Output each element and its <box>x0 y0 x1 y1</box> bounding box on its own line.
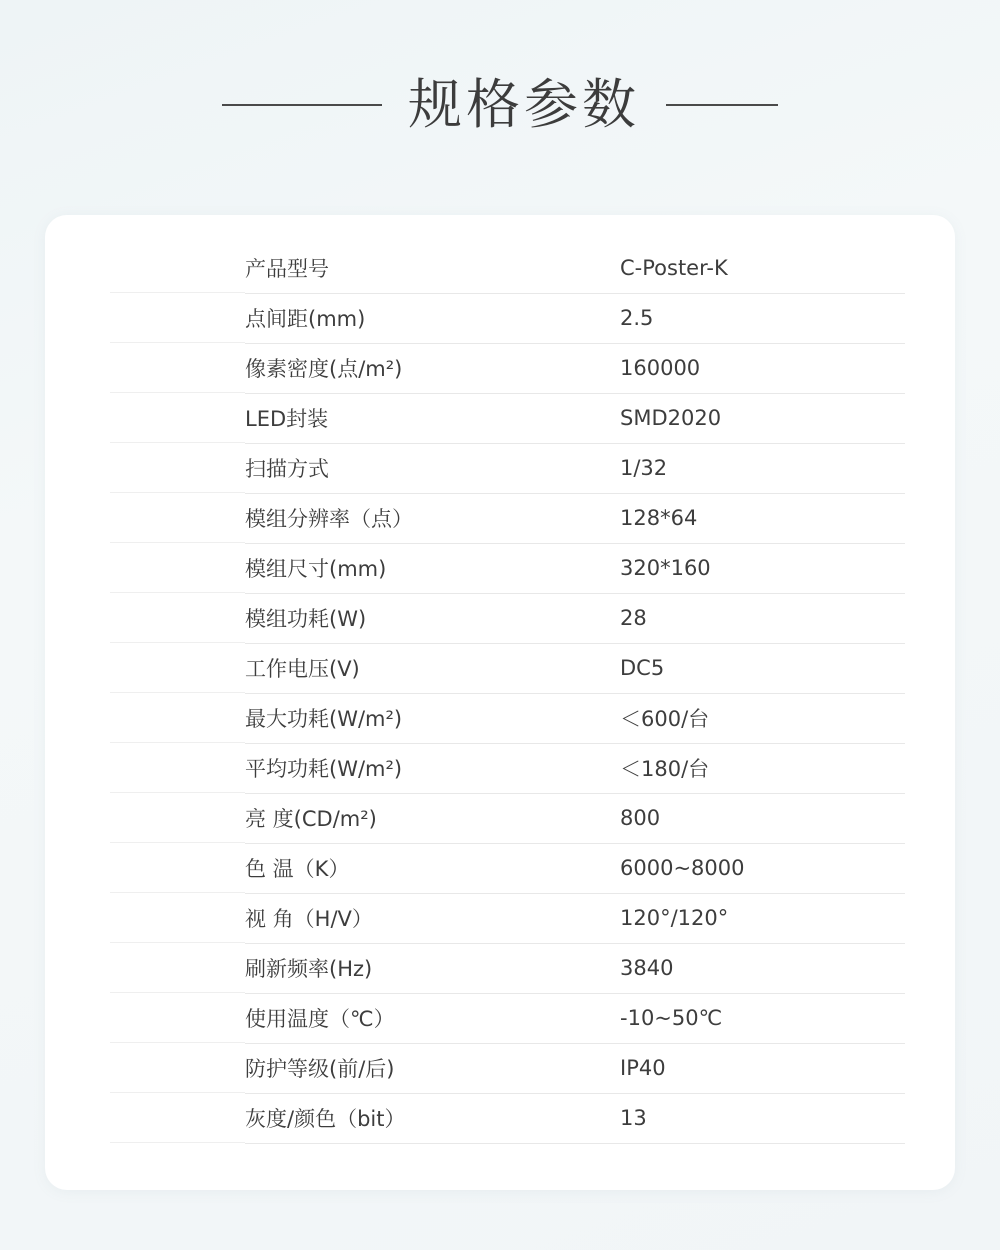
table-row <box>245 693 905 743</box>
spec-value: 320*160 <box>620 543 905 593</box>
table-row <box>245 793 905 843</box>
page-title-block <box>0 0 1000 136</box>
spec-label: 刷新频率(Hz) <box>245 943 620 993</box>
spec-label: 灰度/颜色（bit） <box>245 1093 620 1143</box>
spec-label: 防护等级(前/后) <box>245 1043 620 1093</box>
spec-value: SMD2020 <box>620 393 905 443</box>
spec-value: 160000 <box>620 343 905 393</box>
spec-value: 120°/120° <box>620 893 905 943</box>
spec-label: 点间距(mm) <box>245 293 620 343</box>
spec-label: 模组分辨率（点） <box>245 493 620 543</box>
spec-label: 平均功耗(W/m²) <box>245 743 620 793</box>
table-row <box>245 343 905 393</box>
table-row <box>245 1093 905 1143</box>
table-row <box>245 443 905 493</box>
spec-value: DC5 <box>620 643 905 693</box>
spec-label: 使用温度（℃） <box>245 993 620 1043</box>
spec-value: 1/32 <box>620 443 905 493</box>
table-row <box>245 943 905 993</box>
spec-table <box>245 243 905 1144</box>
spec-label: 产品型号 <box>245 243 620 293</box>
spec-value: -10~50℃ <box>620 993 905 1043</box>
table-row <box>245 993 905 1043</box>
spec-label: 模组尺寸(mm) <box>245 543 620 593</box>
spec-label: 工作电压(V) <box>245 643 620 693</box>
table-row <box>245 843 905 893</box>
spec-value: IP40 <box>620 1043 905 1093</box>
spec-table-body <box>245 243 905 1143</box>
title-rule-left <box>222 104 382 106</box>
spec-label: LED封装 <box>245 393 620 443</box>
table-row <box>245 893 905 943</box>
spec-value: 128*64 <box>620 493 905 543</box>
table-row <box>245 243 905 293</box>
table-row <box>245 493 905 543</box>
spec-label: 最大功耗(W/m²) <box>245 693 620 743</box>
spec-label: 视 角（H/V） <box>245 893 620 943</box>
table-row <box>245 643 905 693</box>
table-row <box>245 393 905 443</box>
table-row <box>245 293 905 343</box>
spec-value: ＜180/台 <box>620 743 905 793</box>
spec-value: 2.5 <box>620 293 905 343</box>
spec-card <box>45 215 955 1190</box>
page-title: 规格参数 <box>408 73 640 136</box>
title-rule-right <box>666 104 778 106</box>
spec-value: 800 <box>620 793 905 843</box>
table-row <box>245 593 905 643</box>
spec-value: 28 <box>620 593 905 643</box>
spec-label: 色 温（K） <box>245 843 620 893</box>
spec-label: 模组功耗(W) <box>245 593 620 643</box>
table-bleed-lines <box>110 243 245 1143</box>
spec-value: 6000~8000 <box>620 843 905 893</box>
spec-label: 亮 度(CD/m²) <box>245 793 620 843</box>
table-row <box>245 543 905 593</box>
spec-value: 3840 <box>620 943 905 993</box>
spec-value: 13 <box>620 1093 905 1143</box>
spec-label: 扫描方式 <box>245 443 620 493</box>
spec-value: ＜600/台 <box>620 693 905 743</box>
table-row <box>245 743 905 793</box>
spec-label: 像素密度(点/m²) <box>245 343 620 393</box>
table-row <box>245 1043 905 1093</box>
spec-value: C-Poster-K <box>620 243 905 293</box>
